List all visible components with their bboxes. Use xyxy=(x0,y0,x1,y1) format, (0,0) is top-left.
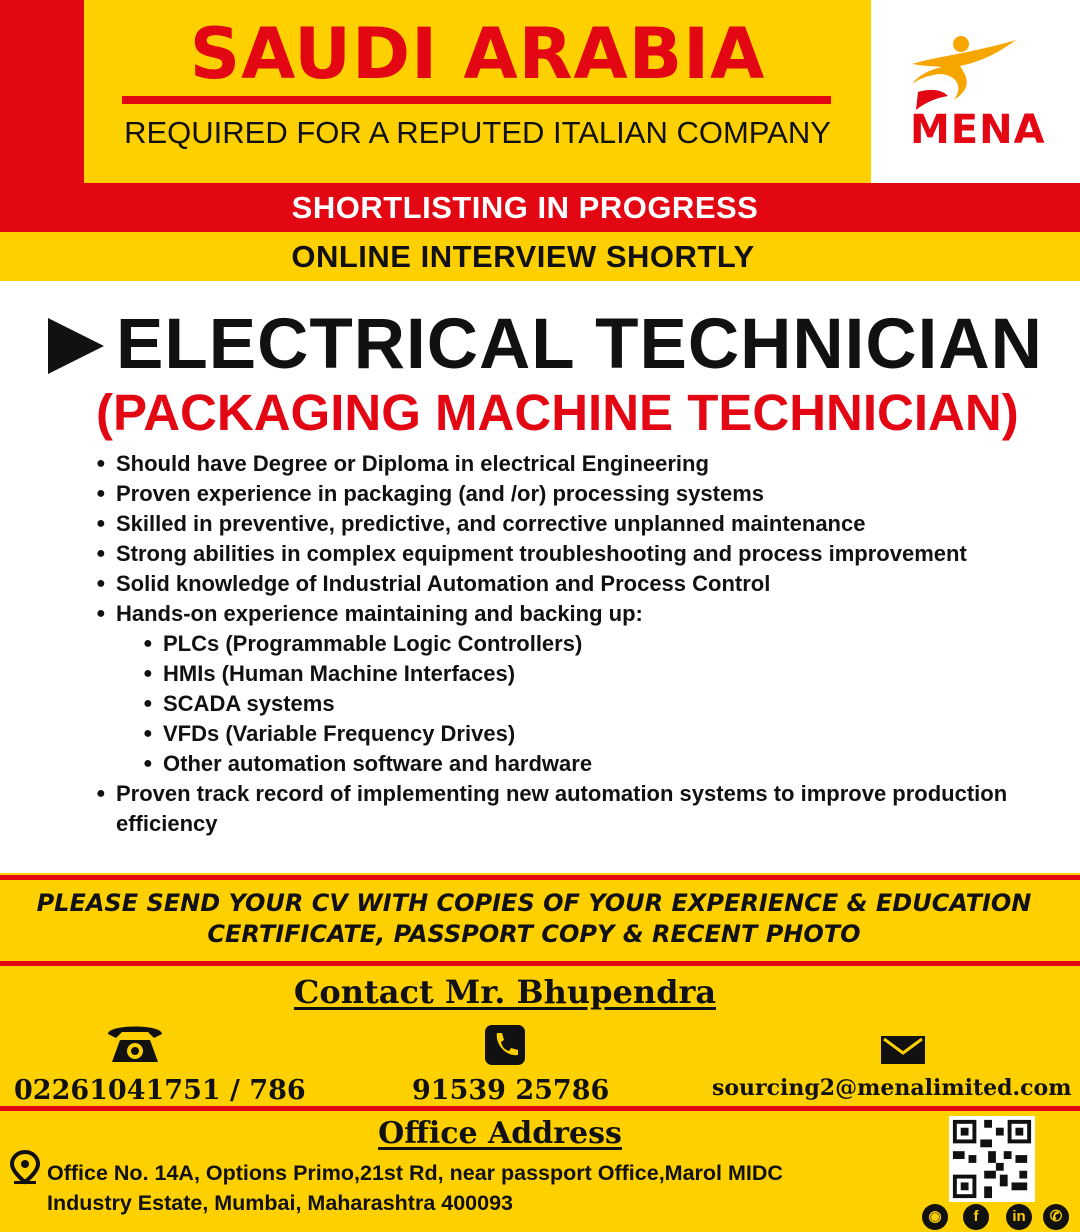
address-line: Industry Estate, Mumbai, Maharashtra 400093 xyxy=(47,1191,514,1215)
cv-instructions-line: CERTIFICATE, PASSPORT COPY & RECENT PHOTO xyxy=(207,920,861,948)
list-item: ● Proven track record of implementing new automation systems to improve production efficiency xyxy=(96,779,1080,839)
sub-list-item: ● SCADA systems xyxy=(143,689,1080,719)
sub-list-item: ● PLCs (Programmable Logic Controllers) xyxy=(143,629,1080,659)
office-address xyxy=(47,1158,947,1218)
job-subtitle: (PACKAGING MACHINE TECHNICIAN) xyxy=(96,384,1019,441)
interview-banner-text: ONLINE INTERVIEW SHORTLY xyxy=(291,239,755,274)
landline-number[interactable]: 02261041751 / 786 xyxy=(14,1075,306,1106)
instagram-icon[interactable]: ◉ xyxy=(922,1204,948,1230)
cv-instructions-line: PLEASE SEND YOUR CV WITH COPIES OF YOUR EXPERIENCE & EDUCATION xyxy=(36,889,1032,917)
mena-runner-logo-icon xyxy=(898,34,1028,114)
whatsapp-icon[interactable]: ✆ xyxy=(1043,1204,1069,1230)
contact-title: Contact Mr. Bhupendra xyxy=(293,973,717,1011)
facebook-icon[interactable]: f xyxy=(963,1204,989,1230)
sub-list-item: ● HMIs (Human Machine Interfaces) xyxy=(143,659,1080,689)
footer-divider xyxy=(0,875,1080,880)
sub-list-item: ● VFDs (Variable Frequency Drives) xyxy=(143,719,1080,749)
office-address-title: Office Address xyxy=(378,1116,622,1151)
list-item: ● Proven experience in packaging (and /or) processing systems xyxy=(96,479,1080,509)
mena-logo-text: MENA xyxy=(910,107,1046,153)
pointer-arrow-icon xyxy=(48,318,104,374)
list-item: ● Solid knowledge of Industrial Automation and Process Control xyxy=(96,569,1080,599)
list-item: ● Should have Degree or Diploma in electrical Engineering xyxy=(96,449,1080,479)
list-item: ● Hands-on experience maintaining and backing up: xyxy=(96,599,1080,629)
title-underline xyxy=(122,96,831,104)
mobile-number[interactable]: 91539 25786 xyxy=(412,1075,610,1106)
sub-list-item: ● Other automation software and hardware xyxy=(143,749,1080,779)
linkedin-icon[interactable]: in xyxy=(1006,1204,1032,1230)
page-subtitle: REQUIRED FOR A REPUTED ITALIAN COMPANY xyxy=(124,115,831,150)
page-title: SAUDI ARABIA xyxy=(189,13,766,95)
location-pin-icon xyxy=(10,1150,40,1186)
list-item: ● Strong abilities in complex equipment troubleshooting and process improvement xyxy=(96,539,1080,569)
footer-divider xyxy=(0,961,1080,966)
cv-instructions xyxy=(0,888,1068,950)
qr-code-icon[interactable] xyxy=(948,1116,1036,1202)
requirements-list xyxy=(96,449,1080,839)
telephone-icon xyxy=(100,1018,170,1066)
list-item: ● Skilled in preventive, predictive, and corrective unplanned maintenance xyxy=(96,509,1080,539)
mobile-phone-icon xyxy=(483,1023,527,1067)
envelope-icon xyxy=(880,1035,926,1065)
shortlisting-banner-text: SHORTLISTING IN PROGRESS xyxy=(291,190,759,225)
email-address[interactable]: sourcing2@menalimited.com xyxy=(712,1075,1072,1101)
address-line: Office No. 14A, Options Primo,21st Rd, near passport Office,Marol MIDC xyxy=(47,1161,783,1185)
job-title: ELECTRICAL TECHNICIAN xyxy=(116,305,1043,384)
